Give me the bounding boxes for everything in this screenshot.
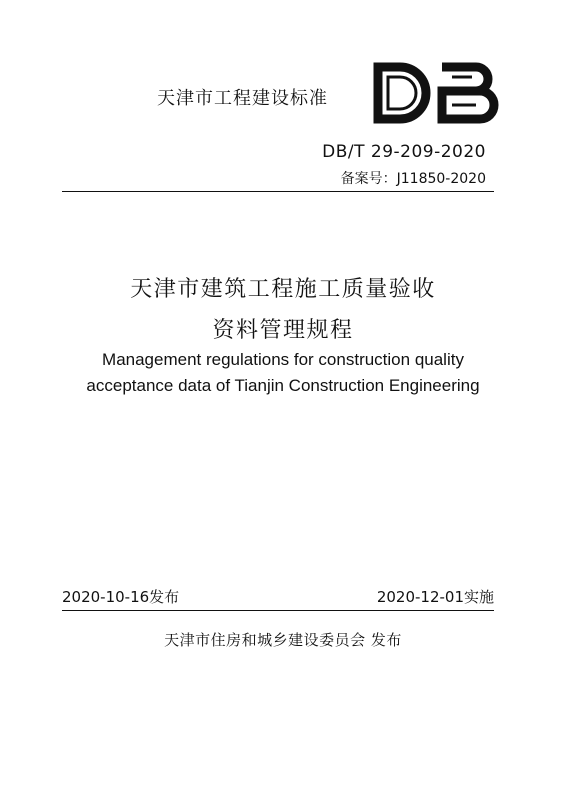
standard-number: DB/T 29-209-2020 — [322, 142, 486, 162]
publisher: 天津市住房和城乡建设委员会 发布 — [164, 631, 402, 649]
title-en-line2: acceptance data of Tianjin Construction Engineering — [86, 376, 480, 395]
record-number: 备案号：J11850-2020 — [340, 171, 486, 187]
implementation-date: 2020-12-01实施 — [376, 588, 494, 606]
standard-category: 天津市工程建设标准 — [157, 88, 328, 109]
bottom-divider — [62, 610, 494, 611]
db-logo-d — [378, 67, 426, 119]
title-zh-line2: 资料管理规程 — [212, 318, 354, 343]
title-en-line1: Management regulations for construction quality — [102, 350, 464, 369]
title-zh-line1: 天津市建筑工程施工质量验收 — [130, 277, 436, 302]
issue-date: 2020-10-16发布 — [62, 588, 180, 606]
db-logo — [372, 62, 500, 124]
db-logo-b — [442, 67, 494, 119]
top-divider — [62, 191, 494, 192]
